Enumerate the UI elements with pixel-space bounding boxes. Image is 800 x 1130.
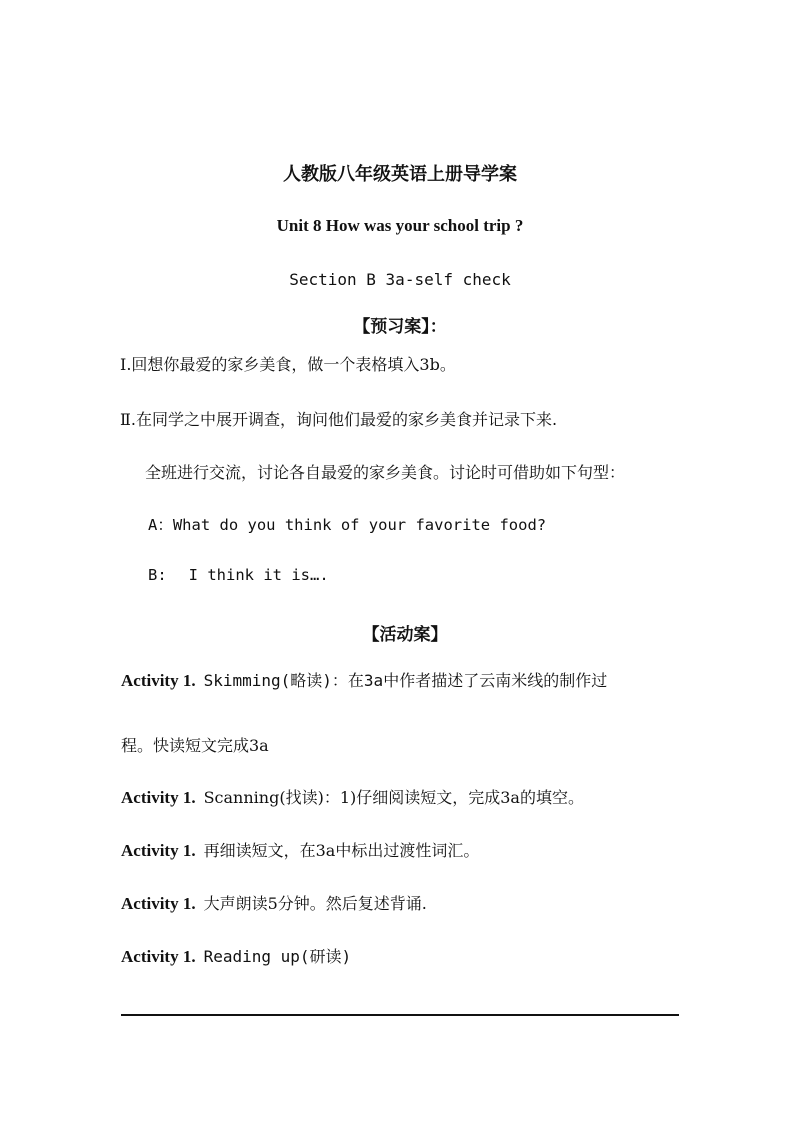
activity-text: 大声朗读5分钟。然后复述背诵. [203,894,427,913]
activity-item [121,838,479,861]
dialog-line-a [148,513,546,535]
dialog-a-text: What do you think of your favorite food? [172,516,547,534]
preview-item-2: Ⅱ.在同学之中展开调查，询问他们最爱的家乡美食并记录下来. [120,410,558,429]
preview-item-1: Ⅰ.回想你最爱的家乡美食，做一个表格填入3b。 [120,355,456,374]
activity-text: 再细读短文，在3a中标出过渡性词汇。 [203,841,480,860]
activity-label: Activity 1. [121,671,196,690]
activity-label: Activity 1. [121,947,196,966]
unit-title: Unit 8 How was your school trip ? [276,216,524,235]
preview-item-2-continued: 全班进行交流，讨论各自最爱的家乡美食。讨论时可借助如下句型： [145,463,626,482]
section-title: Section B 3a-self check [289,270,511,289]
dialog-b-text: I think it is…. [188,566,329,584]
dialog-line-b [148,566,329,584]
activity-label: Activity 1. [121,841,196,860]
dialog-b-prefix: B: [148,566,167,584]
activity-label: Activity 1. [121,788,196,807]
preview-heading: 【预习案】： [353,317,447,337]
document-title: 人教版八年级英语上册导学案 [283,164,517,185]
activity-item [121,891,427,914]
activity-text: Skimming(略读)：在3a中作者描述了云南米线的制作过 [203,671,608,690]
activity-heading: 【活动案】 [362,625,448,645]
answer-line [121,1014,679,1016]
activity-item [121,785,584,808]
activity-1-continued: 程。快读短文完成3a [121,736,269,755]
dialog-a-prefix: A： [148,516,173,534]
activity-item [121,668,607,691]
activity-label: Activity 1. [121,894,196,913]
activity-text: Reading up(研读) [203,947,352,966]
activity-item [121,944,351,967]
activity-text: Scanning(找读)：1)仔细阅读短文，完成3a的填空。 [203,788,584,807]
